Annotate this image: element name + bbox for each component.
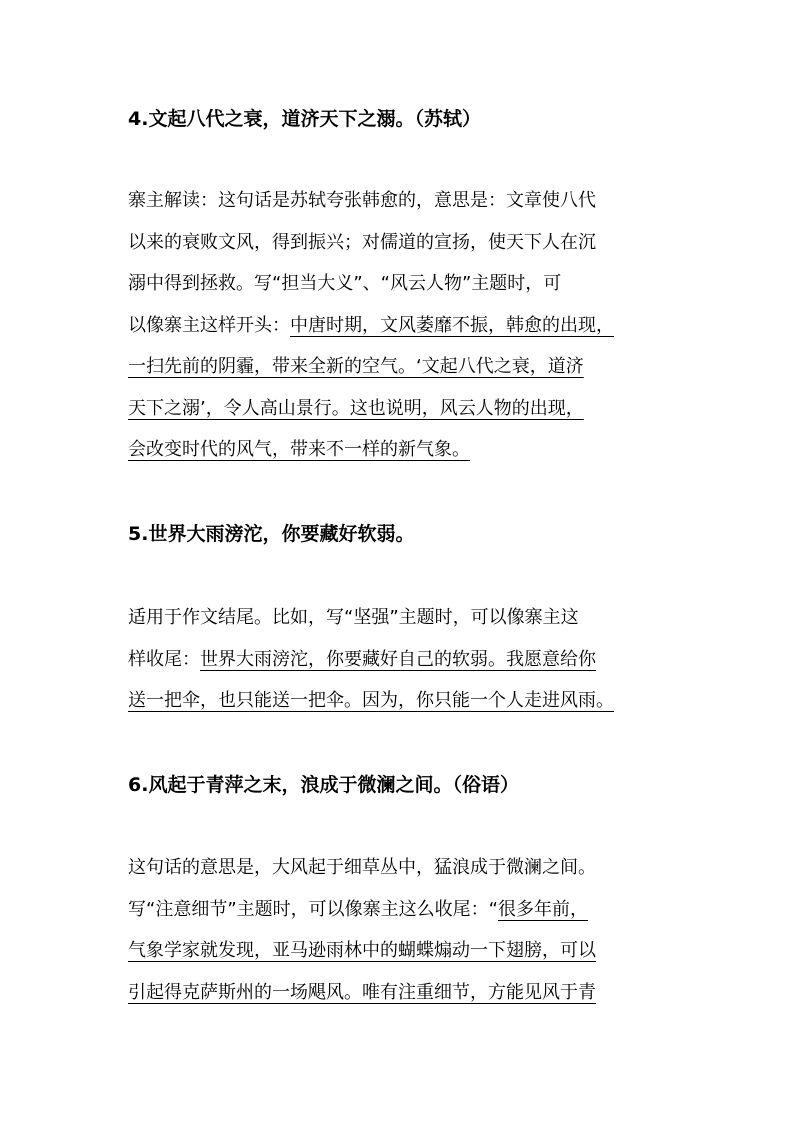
text-line	[128, 263, 708, 305]
line-text: 样收尾：	[128, 648, 200, 670]
underlined-text: 中唐时期，文风萎靡不振，韩愈的出现，	[290, 314, 614, 336]
text-line	[128, 930, 708, 972]
section-5-paragraph	[128, 597, 708, 722]
text-line	[128, 597, 708, 639]
underlined-text: 会改变时代的风气，带来不一样的新气象。	[128, 439, 470, 460]
section-5-heading: 5.世界大雨滂沱，你要藏好软弱。	[128, 523, 415, 545]
underlined-text: 送一把伞，也只能送一把伞。因为，你只能一个人走进风雨。	[128, 690, 614, 711]
text-line	[128, 429, 708, 471]
text-line	[128, 388, 708, 430]
line-text: 以来的衰败文风，得到振兴；对儒道的宣扬，使天下人在沉	[128, 231, 596, 253]
underlined-text: 很多年前，	[497, 898, 588, 920]
text-line	[128, 889, 708, 931]
text-line	[128, 680, 708, 722]
underlined-text: 气象学家就发现，亚马逊雨林中的蝴蝶煽动一下翅膀，可以	[128, 940, 596, 961]
line-text: 适用于作文结尾。比如，写“坚强”主题时，可以像寨主这	[128, 607, 579, 628]
line-text: 寨主解读：这句话是苏轼夸张韩愈的，意思是：文章使八代	[128, 190, 596, 211]
text-line	[128, 180, 708, 222]
underlined-text: 世界大雨滂沱，你要藏好自己的软弱。我愿意给你	[200, 648, 596, 670]
text-line	[128, 346, 708, 388]
section-6-heading: 6.风起于青萍之末，浪成于微澜之间。（俗语）	[128, 774, 519, 796]
text-line	[128, 639, 708, 681]
line-text: 写“注意细节”主题时，可以像寨主这么收尾：“	[128, 898, 498, 920]
line-text: 这句话的意思是，大风起于细草丛中，猛浪成于微澜之间。	[128, 857, 596, 878]
text-line	[128, 305, 708, 347]
section-4-paragraph	[128, 180, 708, 471]
line-text: 溺中得到拯救。写“担当大义”、“风云人物”主题时，可	[128, 273, 562, 294]
text-line	[128, 972, 708, 1014]
text-line	[128, 847, 708, 889]
text-line	[128, 222, 708, 264]
underlined-text: 引起得克萨斯州的一场飓风。唯有注重细节，方能见风于青	[128, 981, 596, 1003]
section-6-paragraph	[128, 847, 708, 1013]
underlined-text: 天下之溺’，令人高山景行。这也说明，风云人物的出现，	[128, 397, 584, 419]
line-text: 以像寨主这样开头：	[128, 314, 290, 336]
underlined-text: 一扫先前的阴霾，带来全新的空气。‘文起八代之衰，道济	[128, 356, 584, 377]
section-4-heading: 4.文起八代之衰，道济天下之溺。（苏轼）	[128, 108, 481, 130]
